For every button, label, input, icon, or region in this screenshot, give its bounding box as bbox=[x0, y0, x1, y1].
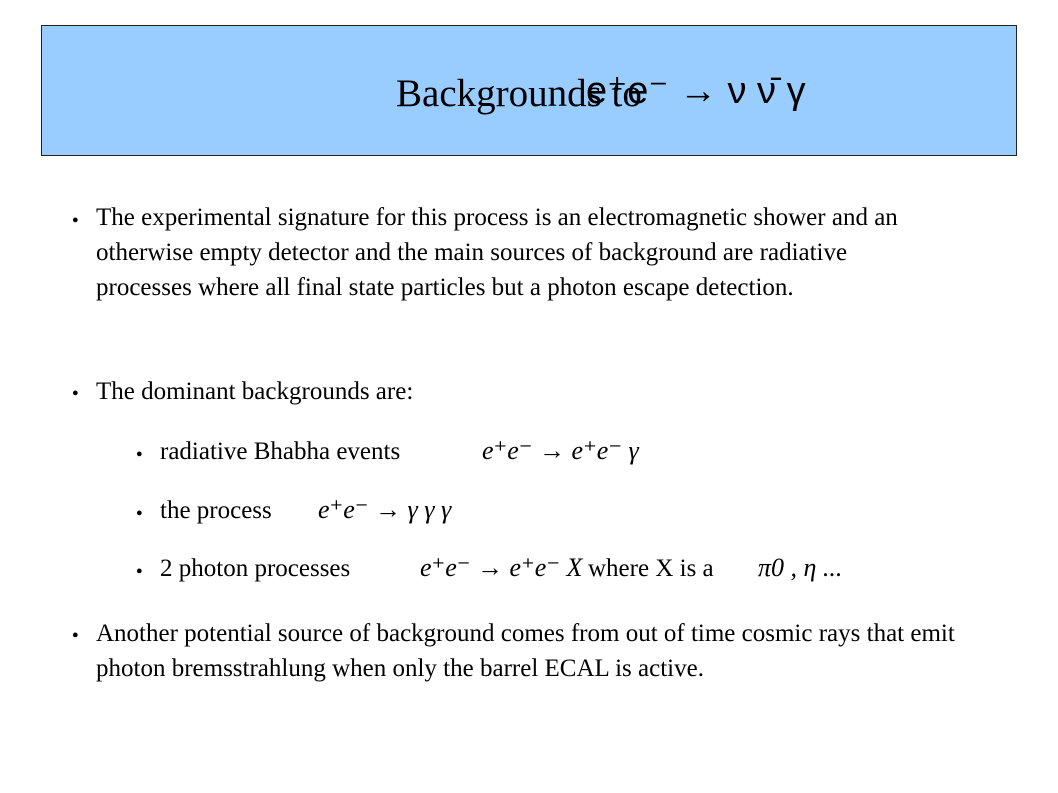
sub-bullet-3-text: 2 photon processes bbox=[160, 555, 351, 582]
bullet-1-paragraph: The experimental signature for this process is an electromagnetic shower and an otherwise empty detector and the main sources of background are radiative processes where all final state particles but a photon escape detection. bbox=[96, 204, 898, 301]
title-equation bbox=[586, 70, 806, 112]
sub-bullet-3-equation: e⁺e⁻ → e⁺e⁻ X bbox=[420, 553, 583, 582]
sub-bullet-1-text: radiative Bhabha events bbox=[160, 438, 401, 465]
title-equation-text: e⁺e⁻ → ν ν̄ γ bbox=[586, 70, 806, 112]
sub-bullet-2-equation: e⁺e⁻ → γ γ γ bbox=[318, 495, 452, 524]
bullet-2-text bbox=[96, 374, 936, 409]
bullet-marker: ● bbox=[72, 214, 79, 226]
sub-bullet-marker: ● bbox=[136, 507, 143, 519]
bullet-1-text bbox=[96, 200, 936, 305]
sub-bullet-2-text: the process bbox=[160, 497, 272, 524]
sub-bullet-marker: ● bbox=[136, 448, 143, 460]
sub-bullet-3-text-after: where X is a bbox=[588, 555, 714, 582]
slide-title: Backgrounds to bbox=[396, 72, 642, 115]
bullet-marker: ● bbox=[72, 387, 79, 399]
bullet-3-paragraph: Another potential source of background comes from out of time cosmic rays that emit photon bremsstrahlung when only the barrel ECAL is active. bbox=[96, 620, 955, 682]
bullet-3-text bbox=[96, 616, 956, 686]
bullet-marker: ● bbox=[72, 629, 79, 641]
bullet-2-paragraph: The dominant backgrounds are: bbox=[96, 378, 414, 405]
sub-bullet-marker: ● bbox=[136, 565, 143, 577]
sub-bullet-3-equation-after: π0 , η ... bbox=[758, 553, 843, 582]
sub-bullet-1-equation: e⁺e⁻ → e⁺e⁻ γ bbox=[482, 436, 639, 465]
